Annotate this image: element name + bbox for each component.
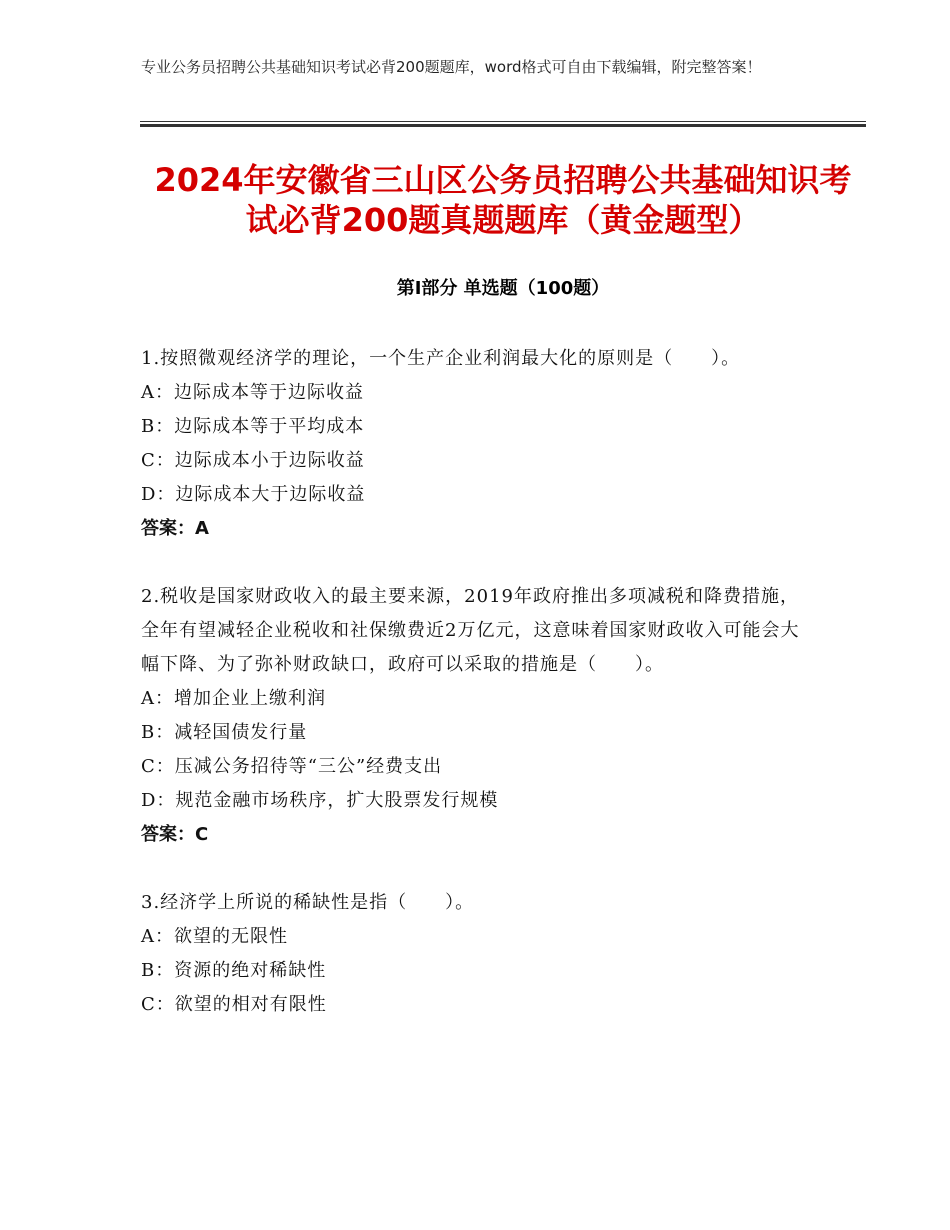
- question-option: D：规范金融市场秩序，扩大股票发行规模: [141, 790, 499, 811]
- question-3: [141, 886, 801, 1022]
- question-option: A：边际成本等于边际收益: [141, 382, 364, 403]
- question-option: C：边际成本小于边际收益: [141, 450, 365, 471]
- question-list: [141, 342, 801, 1056]
- question-option: C：欲望的相对有限性: [141, 994, 327, 1015]
- question-option: D：边际成本大于边际收益: [141, 484, 366, 505]
- question-option: C：压减公务招待等“三公”经费支出: [141, 756, 443, 777]
- section-title: 第Ⅰ部分 单选题（100题）: [396, 278, 610, 299]
- header-note: 专业公务员招聘公共基础知识考试必背200题题库，word格式可自由下载编辑，附完整答案！: [141, 58, 762, 76]
- question-stem: 2.税收是国家财政收入的最主要来源，2019年政府推出多项减税和降费措施，全年有望减轻企业税收和社保缴费近2万亿元，这意味着国家财政收入可能会大幅下降、为了弥补财政缺口，政府可以采取的措施是（ ）。: [141, 586, 800, 675]
- document-title: 2024年安徽省三山区公务员招聘公共基础知识考试必背200题真题题库（黄金题型）: [154, 161, 852, 239]
- question-option: B：减轻国债发行量: [141, 722, 308, 743]
- header-divider-thin: [140, 121, 866, 122]
- question-answer: 答案：A: [141, 518, 209, 539]
- question-option: B：资源的绝对稀缺性: [141, 960, 327, 981]
- question-option: A：欲望的无限性: [141, 926, 288, 947]
- question-1: [141, 342, 801, 546]
- question-option: B：边际成本等于平均成本: [141, 416, 365, 437]
- question-stem: 3.经济学上所说的稀缺性是指（ ）。: [141, 892, 475, 913]
- question-2: [141, 580, 801, 852]
- question-stem: 1.按照微观经济学的理论，一个生产企业利润最大化的原则是（ ）。: [141, 348, 741, 369]
- header-divider-thick: [140, 124, 866, 127]
- question-answer: 答案：C: [141, 824, 209, 845]
- question-option: A：增加企业上缴利润: [141, 688, 326, 709]
